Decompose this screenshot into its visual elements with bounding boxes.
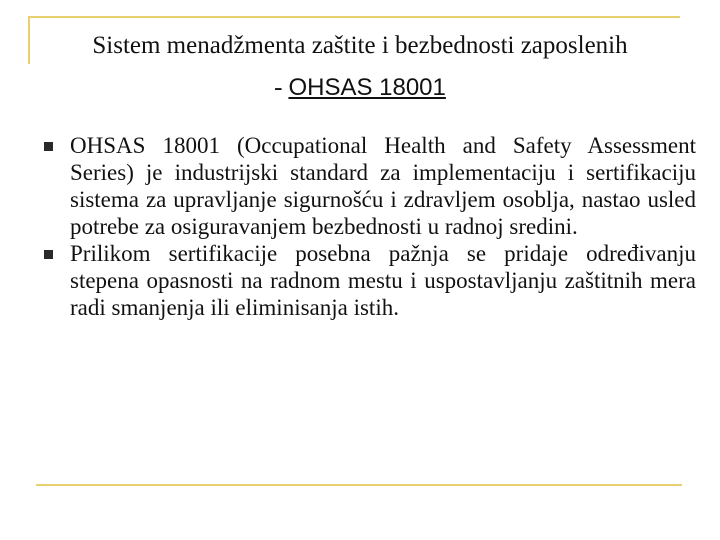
bullet-item xyxy=(40,240,696,321)
slide-subtitle xyxy=(0,72,720,104)
bullet-item xyxy=(40,132,696,240)
bullet-text: Prilikom sertifikacije posebna pažnja se pridaje određivanju stepena opasnosti na radnom mestu i uspostavljanju zaštitnih mera radi smanjenja ili eliminisanja istih. xyxy=(70,241,696,320)
square-bullet-icon xyxy=(44,250,53,259)
title-separator: - xyxy=(274,74,283,101)
decorative-top-line xyxy=(30,16,680,18)
standard-name: OHSAS 18001 xyxy=(288,74,446,101)
square-bullet-icon xyxy=(44,142,53,151)
decorative-bottom-line xyxy=(36,484,682,486)
bullet-list xyxy=(40,132,696,321)
bullet-text: OHSAS 18001 (Occupational Health and Safety Assessment Series) je industrijski standard za implementaciju i sertifikaciju sistema za upravljanje sigurnošću i zdravljem osoblja, nastao usled potrebe za osiguravanjem bezbednosti u radnoj sredini. xyxy=(70,133,696,239)
slide-title: Sistem menadžmenta zaštite i bezbednosti zaposlenih xyxy=(92,32,628,59)
